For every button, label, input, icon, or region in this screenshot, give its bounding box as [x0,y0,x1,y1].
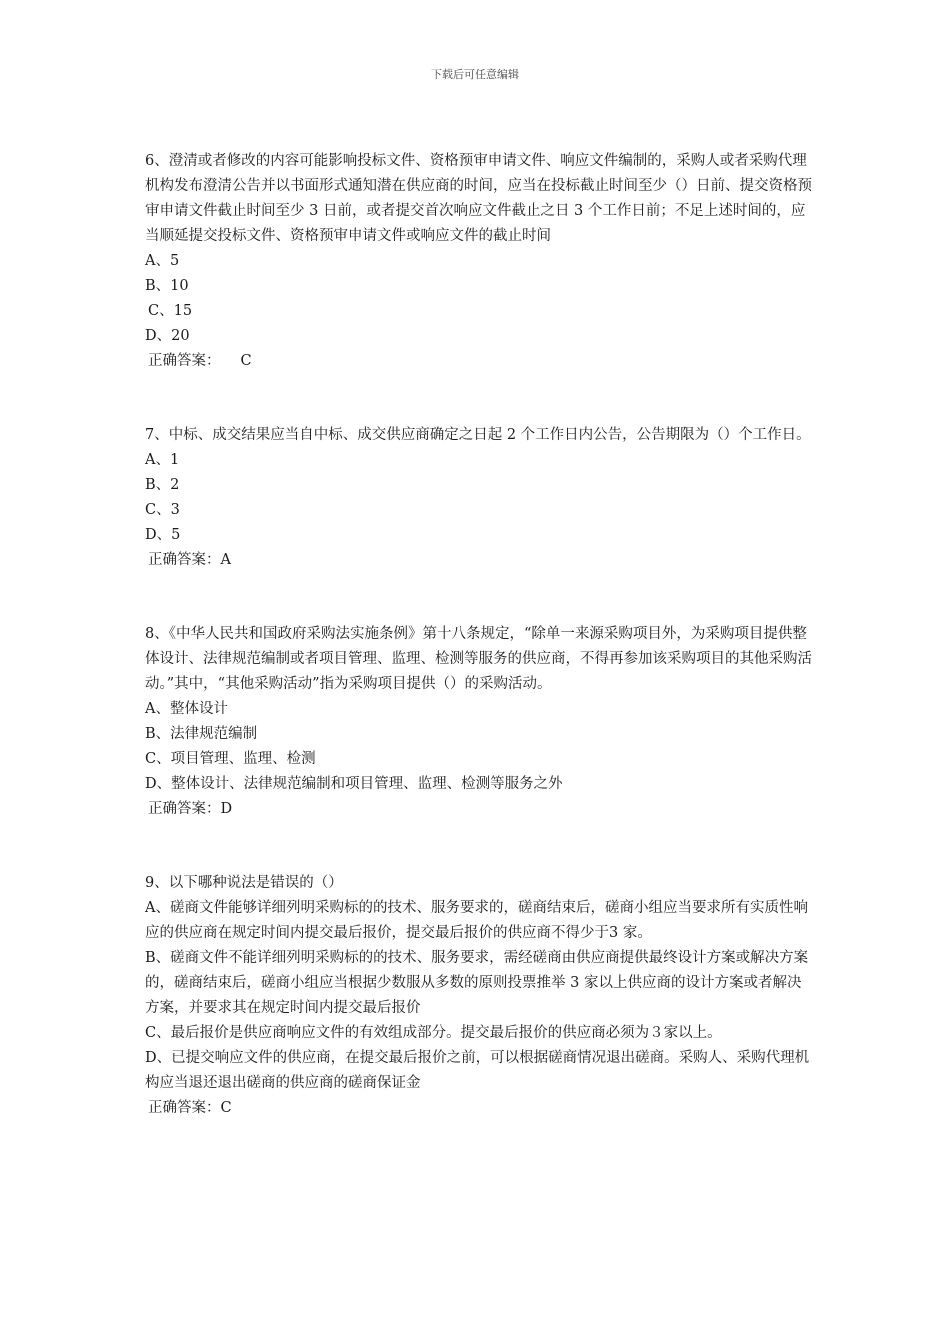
option-d: D、5 [145,527,181,543]
option-a: A、5 [145,253,180,269]
option-c: C、项目管理、监理、检测 [145,751,316,767]
option-d: D、20 [145,328,190,344]
answer-line [145,548,815,573]
option-c: C、15 [148,303,193,319]
answer-line [145,349,815,374]
question-list [145,149,815,1121]
question-stem: 9、以下哪种说法是错误的（） [145,875,343,891]
answer-label: 正确答案： [148,552,221,568]
answer-value: D [220,801,233,817]
question-6 [145,149,815,374]
option-a: A、整体设计 [145,701,228,717]
answer-value: C [220,1100,232,1116]
question-stem: 8、《中华人民共和国政府采购法实施条例》第十八条规定，“除单一来源采购项目外，为采购项目提供整体设计、法律规范编制或者项目管理、监理、检测等服务的供应商，不得再参加该采购项目的其他采购活动。”其中，“其他采购活动”指为采购项目提供（）的采购活动。 [145,626,812,692]
question-8 [145,622,815,822]
option-c: C、3 [145,502,180,518]
answer-label: 正确答案： [148,801,221,817]
option-b: B、2 [145,477,180,493]
option-d: D、已提交响应文件的供应商，在提交最后报价之前，可以根据磋商情况退出磋商。采购人、采购代理机构应当退还退出磋商的供应商的磋商保证金 [145,1050,810,1091]
answer-label: 正确答案： [148,353,221,369]
option-b: B、10 [145,278,189,294]
answer-line [145,1096,815,1121]
page-header: 下载后可任意编辑 [431,68,519,81]
option-a: A、磋商文件能够详细列明采购标的的技术、服务要求的，磋商结束后，磋商小组应当要求所有实质性响应的供应商在规定时间内提交最后报价，提交最后报价的供应商不得少于3 家。 [145,900,808,941]
answer-line [145,797,815,822]
option-c: C、最后报价是供应商响应文件的有效组成部分。提交最后报价的供应商必须为３家以上。 [145,1025,722,1041]
question-7 [145,423,815,573]
question-stem: 7、中标、成交结果应当自中标、成交供应商确定之日起 2 个工作日内公告，公告期限为（）个工作日。 [145,427,811,443]
option-b: B、磋商文件不能详细列明采购标的的技术、服务要求，需经磋商由供应商提供最终设计方案或解决方案的，磋商结束后，磋商小组应当根据少数服从多数的原则投票推举 3 家以上供应商的设计方案或者解决方案，并要求其在规定时间内提交最后报价 [145,950,809,1016]
option-a: A、1 [145,452,180,468]
option-d: D、整体设计、法律规范编制和项目管理、监理、检测等服务之外 [145,776,563,792]
answer-value: A [220,552,231,568]
answer-label: 正确答案： [148,1100,221,1116]
option-b: B、法律规范编制 [145,726,258,742]
question-9 [145,871,815,1121]
question-stem: 6、澄清或者修改的内容可能影响投标文件、资格预审申请文件、响应文件编制的，采购人或者采购代理机构发布澄清公告并以书面形式通知潜在供应商的时间，应当在投标截止时间至少（）日前、提交资格预审申请文件截止时间至少 3 日前，或者提交首次响应文件截止之日 3 个工作日前；不足上述时间的，应当顺延提交投标文件、资格预审申请文件或响应文件的截止时间 [145,153,812,244]
answer-value: C [240,353,252,369]
